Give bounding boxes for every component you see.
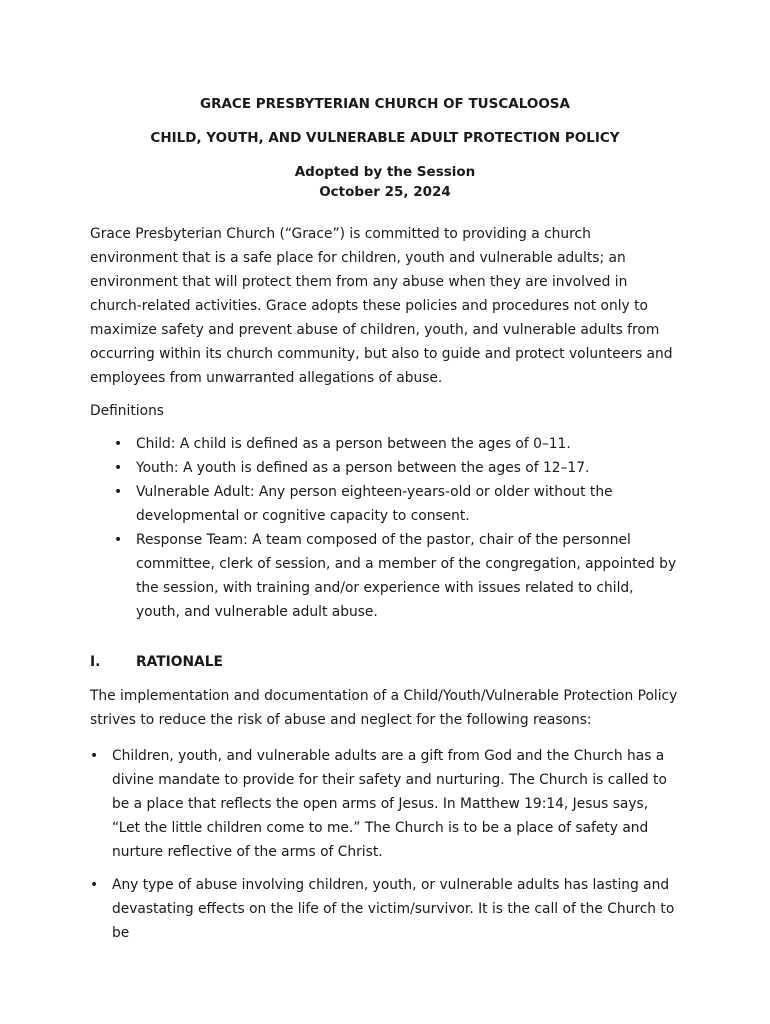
policy-title: CHILD, YOUTH, AND VULNERABLE ADULT PROTECTION POLICY [150, 130, 620, 146]
rationale-intro: The implementation and documentation of a Child/Youth/Vulnerable Protection Policy strives to reduce the risk of abuse and neglect for the following reasons: [90, 688, 678, 728]
definitions-label: Definitions [90, 403, 164, 419]
bullet-icon: • [114, 484, 123, 500]
bullet-icon: • [90, 877, 99, 893]
intro-paragraph: Grace Presbyterian Church (“Grace”) is committed to providing a church environment that is a safe place for children, youth and vulnerable adults; an environment that will protect them from any abuse when they are involved in church-related activities. Grace adopts these policies and procedures not only to maximize safety and prevent abuse of children, youth, and vulnerable adults from occurring within its church community, but also to guide and protect volunteers and employees from unwarranted allegations of abuse. [90, 226, 673, 386]
bullet-icon: • [114, 436, 123, 452]
list-item [90, 528, 680, 624]
definition-youth: Youth: A youth is defined as a person between the ages of 12–17. [136, 460, 590, 476]
bullet-icon: • [90, 748, 99, 764]
list-item [90, 744, 680, 864]
definitions-list [90, 432, 680, 624]
section-title: RATIONALE [136, 654, 223, 670]
section-heading-rationale [90, 650, 680, 674]
document-title: GRACE PRESBYTERIAN CHURCH OF TUSCALOOSA [200, 96, 570, 112]
section-number: I. [90, 654, 101, 670]
definition-response-team: Response Team: A team composed of the pastor, chair of the personnel committee, clerk of session, and a member of the congregation, appointed by the session, with training and/or experience with issues related to child, youth, and vulnerable adult abuse. [136, 532, 677, 620]
list-item [90, 873, 680, 945]
list-item [90, 480, 680, 528]
list-item [90, 432, 680, 456]
adoption-line: Adopted by the Session [294, 164, 476, 180]
rationale-reason: Any type of abuse involving children, youth, or vulnerable adults has lasting and devastating effects on the life of the victim/survivor. It is the call of the Church to be [112, 877, 675, 941]
bullet-icon: • [114, 532, 123, 548]
list-item [90, 456, 680, 480]
definition-vulnerable-adult: Vulnerable Adult: Any person eighteen-years-old or older without the developmental or cognitive capacity to consent. [136, 484, 613, 524]
rationale-list [90, 744, 680, 945]
adoption-date: October 25, 2024 [319, 184, 451, 200]
definition-child: Child: A child is defined as a person between the ages of 0–11. [136, 436, 571, 452]
bullet-icon: • [114, 460, 123, 476]
rationale-reason: Children, youth, and vulnerable adults are a gift from God and the Church has a divine mandate to provide for their safety and nurturing. The Church is called to be a place that reflects the open arms of Jesus. In Matthew 19:14, Jesus says, “Let the little children come to me.” The Church is to be a place of safety and nurture reflective of the arms of Christ. [112, 748, 667, 860]
